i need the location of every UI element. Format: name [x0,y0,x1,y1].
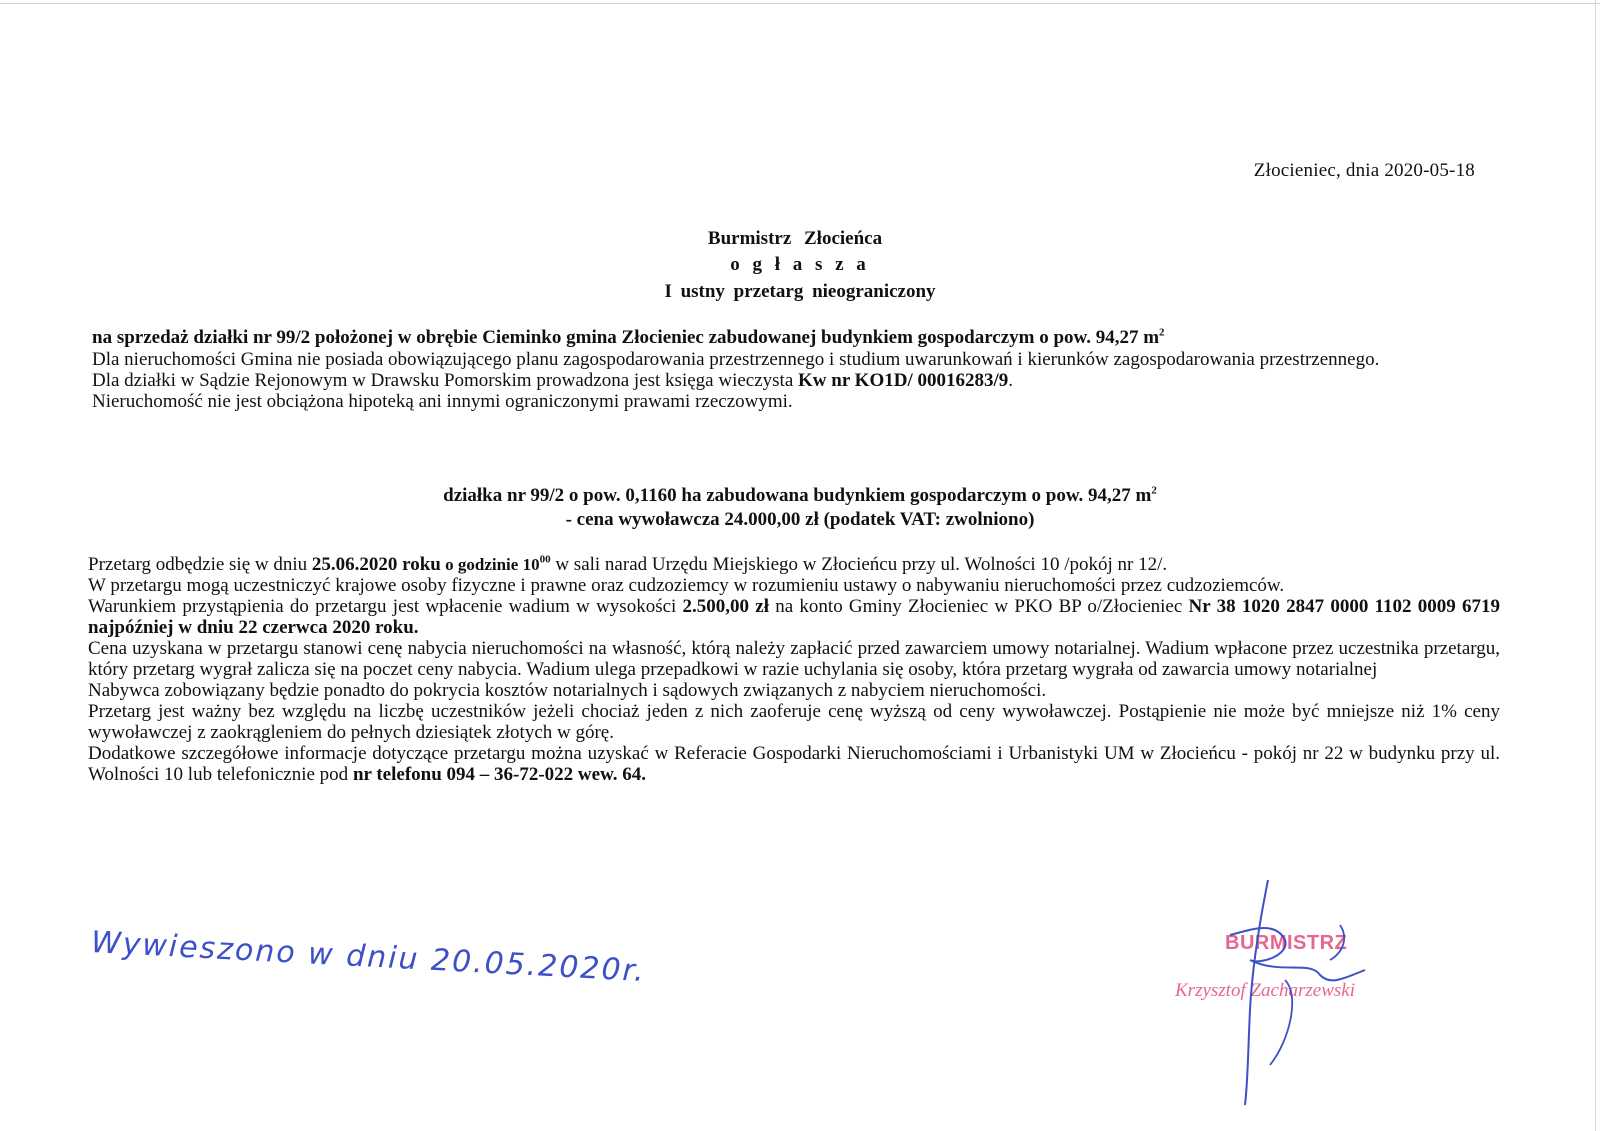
intro-lead-sup: 2 [1159,326,1165,339]
land-registry-number: Kw nr KO1D/ 00016283/9 [798,370,1009,391]
date-line: Złocieniec, dnia 2020-05-18 [1253,160,1475,181]
info-text: Dodatkowe szczegółowe informacje dotyczące przetargu można uzyskać w Referacie Gospodarki Nieruchomościami i Urbanistyki UM w Złocieńcu - pokój nr 22 w budynku przy ul. Wolności 10 lub telefonicznie pod [88,743,1500,785]
stamp-name: Krzysztof Zacharzewski [1175,980,1355,1001]
tender-date-paragraph [88,554,1500,575]
info-paragraph [88,743,1500,785]
validity-paragraph: Przetarg jest ważny bez względu na liczbę uczestników jeżeli chociaż jeden z nich zaoferuje cenę wyższą od ceny wywoławczej. Postąpienie nie może być mniejsze niż 1% ceny wywoławczej z zaokrągleniem do pełnych dziesiątek złotych w górę. [88,701,1500,743]
starting-price: - cena wywoławcza 24.000,00 zł (podatek VAT: zwolniono) [565,509,1035,530]
tender-place: w sali narad Urzędu Miejskiego w Złocieńcu przy ul. Wolności 10 /pokój nr 12/. [550,554,1168,575]
announces-heading: o g ł a s z a [730,254,870,275]
price-paragraph: Cena uzyskana w przetargu stanowi cenę nabycia nieruchomości na własność, którą należy zapłacić przed zawarciem umowy notarialnej. Wadium wpłacone przez uczestnika przetargu, który przetarg wygrał zalicza się na poczet ceny nabycia. Wadium ulega przepadkowi w razie uchylania się osoby, która przetarg wygrała od zawarcia umowy notarialnej [88,638,1500,680]
deposit-paragraph [88,596,1500,638]
details-section [88,554,1500,785]
intro-section [92,327,1502,412]
signature-icon [1190,880,1410,1110]
tender-date-pre: Przetarg odbędzie się w dniu [88,554,312,575]
land-registry-post: . [1008,370,1014,391]
deposit-account: Nr 38 1020 2847 0000 1102 0009 6719 najpóźniej w dniu 22 czerwca 2020 roku. [88,596,1500,638]
posted-on-handwritten-note: Wywieszono w dniu 20.05.2020r. [90,925,647,990]
land-registry-paragraph [92,370,1502,391]
info-phone: nr telefonu 094 – 36-72-022 wew. 64. [352,764,647,785]
plot-summary-text: działka nr 99/2 o pow. 0,1160 ha zabudowana budynkiem gospodarczym o pow. 94,27 m [443,485,1152,506]
tender-hour: o godzinie 10 [440,555,540,574]
land-registry-pre: Dla działki w Sądzie Rejonowym w Drawsku Pomorskim prowadzona jest księga wieczysta [92,370,799,391]
encumbrance-paragraph: Nieruchomość nie jest obciążona hipoteką ani innymi ograniczonymi prawami rzeczowymi. [92,391,793,412]
costs-paragraph: Nabywca zobowiązany będzie ponadto do pokrycia kosztów notarialnych i sądowych związanych z nabyciem nieruchomości. [88,680,1047,701]
plot-summary [0,484,1600,532]
participants-paragraph: W przetargu mogą uczestniczyć krajowe osoby fizyczne i prawne oraz cudzoziemcy w rozumieniu ustawy o nabywaniu nieruchomości przez cudzoziemców. [88,575,1285,596]
tender-hour-sup: 00 [539,553,551,566]
plan-paragraph: Dla nieruchomości Gmina nie posiada obowiązującego planu zagospodarowania przestrzennego i studium uwarunkowań i kierunków zagospodarowania przestrzennego. [92,349,1380,370]
intro-lead [92,327,1502,348]
tender-type-heading: I ustny przetarg nieograniczony [664,281,936,302]
plot-summary-sup: 2 [1151,484,1157,497]
scan-right-edge [1595,0,1596,1131]
deposit-pre: Warunkiem przystąpienia do przetargu jest wpłacenie wadium w wysokości [88,596,683,617]
plot-summary-line1 [0,484,1600,508]
tender-date: 25.06.2020 roku [311,554,441,575]
scan-top-edge [0,3,1600,4]
deposit-amount: 2.500,00 zł [682,596,769,617]
issuer-title: Burmistrz Złocieńca [707,228,883,249]
deposit-mid: na konto Gminy Złocieniec w PKO BP o/Złocieniec [769,596,1189,617]
stamp-title: BURMISTRZ [1225,932,1348,954]
intro-lead-text: na sprzedaż działki nr 99/2 położonej w obrębie Cieminko gmina Złocieniec zabudowanej budynkiem gospodarczym o pow. 94,27 m [92,327,1160,348]
